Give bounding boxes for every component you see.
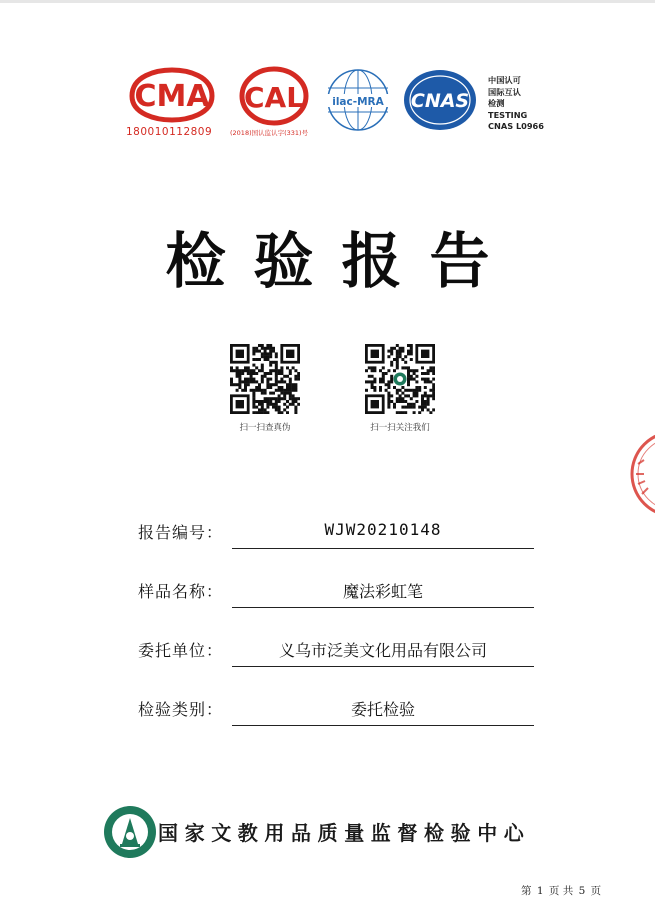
report-number-value: WJW20210148 — [324, 520, 442, 539]
seal-stamp-icon — [624, 424, 655, 524]
follow-qr-caption: 扫一扫关注我们 — [370, 423, 430, 433]
page-mid: 页 共 — [548, 885, 574, 897]
official-seal-stamp — [624, 424, 655, 524]
sample-name-field — [138, 571, 538, 611]
qr-code-icon — [365, 344, 435, 414]
svg-text:CAL: CAL — [243, 81, 305, 114]
ilac-mra-logo — [326, 66, 390, 136]
cnas-line: CNAS L0966 — [488, 121, 544, 131]
follow-qr-code[interactable] — [365, 344, 435, 414]
qr-code-icon — [230, 344, 300, 414]
certification-logos — [126, 66, 546, 146]
cnas-line: 中国认可 — [488, 75, 521, 85]
report-number-label: 报告编号： — [138, 523, 224, 542]
verify-qr-code[interactable] — [230, 344, 300, 414]
underline — [232, 725, 534, 726]
page-current: 1 — [536, 885, 544, 897]
cal-logo — [230, 66, 318, 144]
org-emblem — [102, 804, 158, 860]
ilac-globe-icon — [326, 66, 390, 134]
svg-text:CNAS: CNAS — [410, 90, 470, 112]
cal-caption: (2018)国认监认字(331)号 — [230, 129, 309, 137]
cma-mark-icon — [126, 66, 218, 124]
verify-qr-caption: 扫一扫查真伪 — [239, 423, 291, 433]
inspection-category-value: 委托检验 — [350, 700, 415, 719]
underline — [232, 548, 534, 549]
inspection-category-label: 检验类别： — [138, 700, 224, 719]
sample-name-value: 魔法彩虹笔 — [342, 582, 423, 601]
page-number — [520, 883, 602, 898]
page-suffix: 页 — [590, 885, 602, 897]
page-total: 5 — [578, 885, 586, 897]
cma-number: 180010112809 — [126, 126, 213, 138]
cnas-mark-icon — [400, 66, 480, 134]
cnas-line: 国际互认 — [488, 86, 521, 97]
cnas-line: TESTING — [488, 109, 528, 120]
cnas-accreditation-text — [488, 75, 558, 133]
client-field — [138, 630, 538, 670]
client-value: 义乌市泛美文化用品有限公司 — [278, 641, 487, 660]
organization-name: 国家文教用品质量监督检验中心 — [158, 821, 531, 845]
cnas-line: 检测 — [488, 98, 505, 108]
sample-name-label: 样品名称： — [138, 582, 224, 601]
underline — [232, 666, 534, 667]
svg-text:CMA: CMA — [134, 79, 210, 114]
client-label: 委托单位： — [138, 641, 224, 660]
cnas-logo — [400, 66, 480, 136]
page-prefix: 第 — [521, 885, 532, 897]
cma-logo — [126, 66, 218, 144]
underline — [232, 607, 534, 608]
report-number-field — [138, 512, 538, 552]
inspection-category-field — [138, 689, 538, 729]
report-title: 检验报告 — [165, 227, 518, 297]
org-emblem-icon — [102, 804, 158, 860]
cal-mark-icon — [230, 66, 318, 126]
svg-text:ilac-MRA: ilac-MRA — [332, 96, 384, 108]
top-edge-line — [0, 0, 655, 3]
